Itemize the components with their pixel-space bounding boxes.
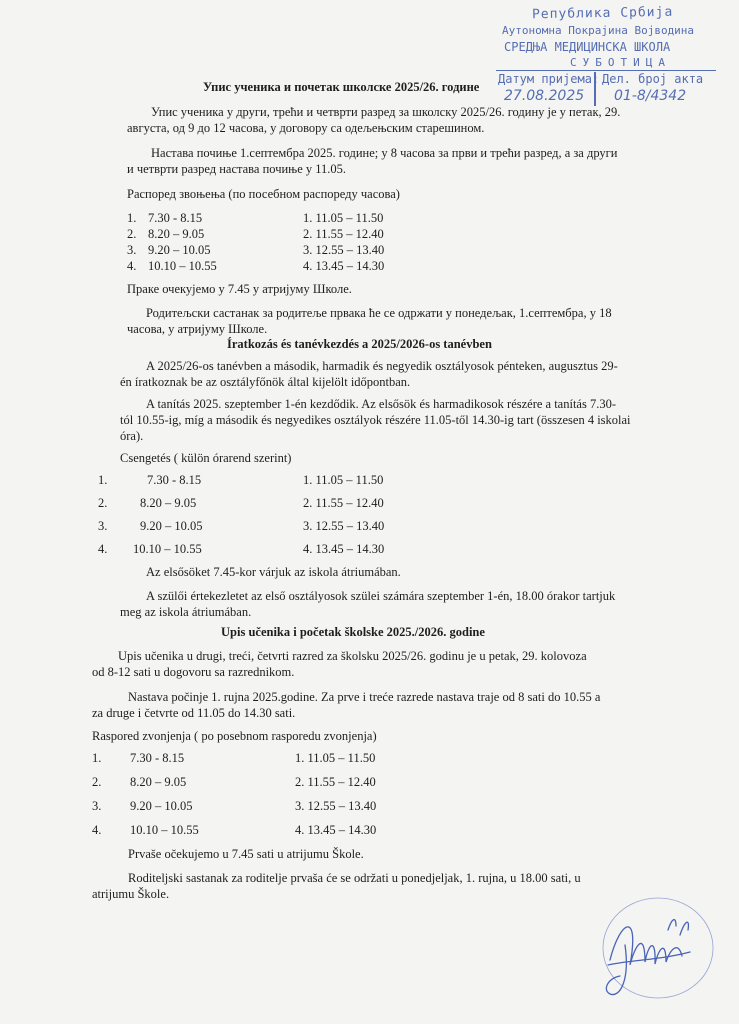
serbian-p4-line2: часова, у атријуму Школе. [127,322,268,336]
stamp-file-value: 01-8/4342 [614,88,687,104]
serbian-row-3-afternoon: 3. 12.55 – 13.40 [303,243,385,257]
hungarian-p3: Az elsősöket 7.45-kor várjuk az iskola átriumában. [146,565,401,579]
croatian-row-3-num: 3. [92,799,102,813]
signature-image [590,890,720,1005]
serbian-row-4-num: 4. [127,259,137,273]
hungarian-row-4-morning: 10.10 – 10.55 [133,542,202,556]
hungarian-row-3-morning: 9.20 – 10.05 [140,519,203,533]
hungarian-row-1-num: 1. [98,473,108,487]
hungarian-row-1-afternoon: 1. 11.05 – 11.50 [303,473,384,487]
stamp-line-3: СРЕДЊА МЕДИЦИНСКА ШКОЛА [504,40,671,54]
hungarian-p2-line2: tól 10.55-ig, míg a második és negyedikes osztályok részére 11.05-től 14.30-ig tart (összesen 4 iskolai [120,413,631,427]
stamp-line-4: СУБОТИЦА [570,56,671,69]
serbian-p3: Праке очекујемо у 7.45 у атријуму Школе. [127,282,352,296]
serbian-row-1-morning: 7.30 - 8.15 [148,211,203,225]
croatian-row-4-afternoon: 4. 13.45 – 14.30 [295,823,377,837]
serbian-row-2-afternoon: 2. 11.55 – 12.40 [303,227,384,241]
croatian-row-2-afternoon: 2. 11.55 – 12.40 [295,775,376,789]
hungarian-row-2-morning: 8.20 – 9.05 [140,496,197,510]
stamp-received-label: Датум пријема: [498,72,600,86]
hungarian-row-3-num: 3. [98,519,108,533]
serbian-row-2-num: 2. [127,227,137,241]
section-title-serbian: Упис ученика и почетак школске 2025/26. године [203,80,480,94]
croatian-p2-line1: Nastava počinje 1. rujna 2025.godine. Za prve i treće razrede nastava traje od 8 sati do 10.55 a [128,690,601,704]
serbian-p1-line1: Упис ученика у други, трећи и четврти разред за школску 2025/26. годину је у петак, 29. [151,105,621,119]
hungarian-p2-line1: A tanítás 2025. szeptember 1-én kezdődik. Az elsősök és harmadikosok részére a tanítás 7.30- [146,397,617,411]
serbian-p2-line2: и четврти разред настава почиње у 11.05. [127,162,347,176]
croatian-row-1-afternoon: 1. 11.05 – 11.50 [295,751,376,765]
section-title-hungarian: Íratkozás és tanévkezdés a 2025/2026-os tanévben [227,337,492,351]
stamp-received-value: 27.08.2025 [504,88,585,104]
serbian-schedule-label: Распоред звоњења (по посебном распореду часова) [127,187,400,201]
hungarian-schedule-label: Csengetés ( külön órarend szerint) [120,451,292,465]
croatian-p2-line2: za druge i četvrte od 11.05 do 14.30 sati. [92,706,296,720]
croatian-p4-line2: atrijumu Škole. [92,887,170,901]
serbian-row-2-morning: 8.20 – 9.05 [148,227,205,241]
hungarian-p2-line3: óra). [120,429,144,443]
hungarian-row-4-afternoon: 4. 13.45 – 14.30 [303,542,385,556]
serbian-row-4-morning: 10.10 – 10.55 [148,259,217,273]
hungarian-row-4-num: 4. [98,542,108,556]
hungarian-p4-line2: meg az iskola átriumában. [120,605,252,619]
hungarian-p1-line2: én íratkoznak be az osztályfőnök által kijelölt időpontban. [120,375,411,389]
serbian-p1-line2: августа, од 9 до 12 часова, у договору са одељењским старешином. [127,121,485,135]
serbian-row-3-num: 3. [127,243,137,257]
croatian-row-2-morning: 8.20 – 9.05 [130,775,187,789]
croatian-p1-line1: Upis učenika u drugi, treći, četvrti razred za školsku 2025/26. godinu je u petak, 29. kolovoza [118,649,587,663]
croatian-row-1-morning: 7.30 - 8.15 [130,751,185,765]
croatian-row-4-morning: 10.10 – 10.55 [130,823,199,837]
serbian-row-3-morning: 9.20 – 10.05 [148,243,211,257]
serbian-p2-line1: Настава почиње 1.септембра 2025. године; у 8 часова за први и трећи разред, а за други [151,146,618,160]
serbian-row-4-afternoon: 4. 13.45 – 14.30 [303,259,385,273]
hungarian-p4-line1: A szülői értekezletet az első osztályosok szülei számára szeptember 1-én, 18.00 órakor tartjuk [146,589,616,603]
croatian-p3: Prvaše očekujemo u 7.45 sati u atrijumu Škole. [128,847,364,861]
croatian-row-3-afternoon: 3. 12.55 – 13.40 [295,799,377,813]
croatian-p4-line1: Roditeljski sastanak za roditelje prvaša će se održati u ponedjeljak, 1. rujna, u 18.00 sati, u [128,871,581,885]
section-title-croatian: Upis učenika i početak školske 2025./2026. godine [221,625,485,639]
hungarian-p1-line1: A 2025/26-os tanévben a második, harmadik és negyedik osztályosok pénteken, augusztus 29- [146,359,618,373]
stamp-file-label: Дел. број акта [602,72,704,86]
stamp-line-2: Аутономна Покрајина Војводина [502,24,695,37]
hungarian-row-2-num: 2. [98,496,108,510]
croatian-row-3-morning: 9.20 – 10.05 [130,799,193,813]
serbian-row-1-afternoon: 1. 11.05 – 11.50 [303,211,384,225]
stamp-line-1: Република Србија [531,4,674,23]
croatian-schedule-label: Raspored zvonjenja ( po posebnom rasporedu zvonjenja) [92,729,377,743]
croatian-p1-line2: od 8-12 sati u dogovoru sa razrednikom. [92,665,295,679]
hungarian-row-3-afternoon: 3. 12.55 – 13.40 [303,519,385,533]
serbian-row-1-num: 1. [127,211,137,225]
hungarian-row-2-afternoon: 2. 11.55 – 12.40 [303,496,384,510]
croatian-row-2-num: 2. [92,775,102,789]
croatian-row-1-num: 1. [92,751,102,765]
registry-stamp [482,2,739,110]
serbian-p4-line1: Родитељски састанак за родитеље првака ће се одржати у понедељак, 1.септембра, у 18 [146,306,612,320]
croatian-row-4-num: 4. [92,823,102,837]
hungarian-row-1-morning: 7.30 - 8.15 [147,473,202,487]
